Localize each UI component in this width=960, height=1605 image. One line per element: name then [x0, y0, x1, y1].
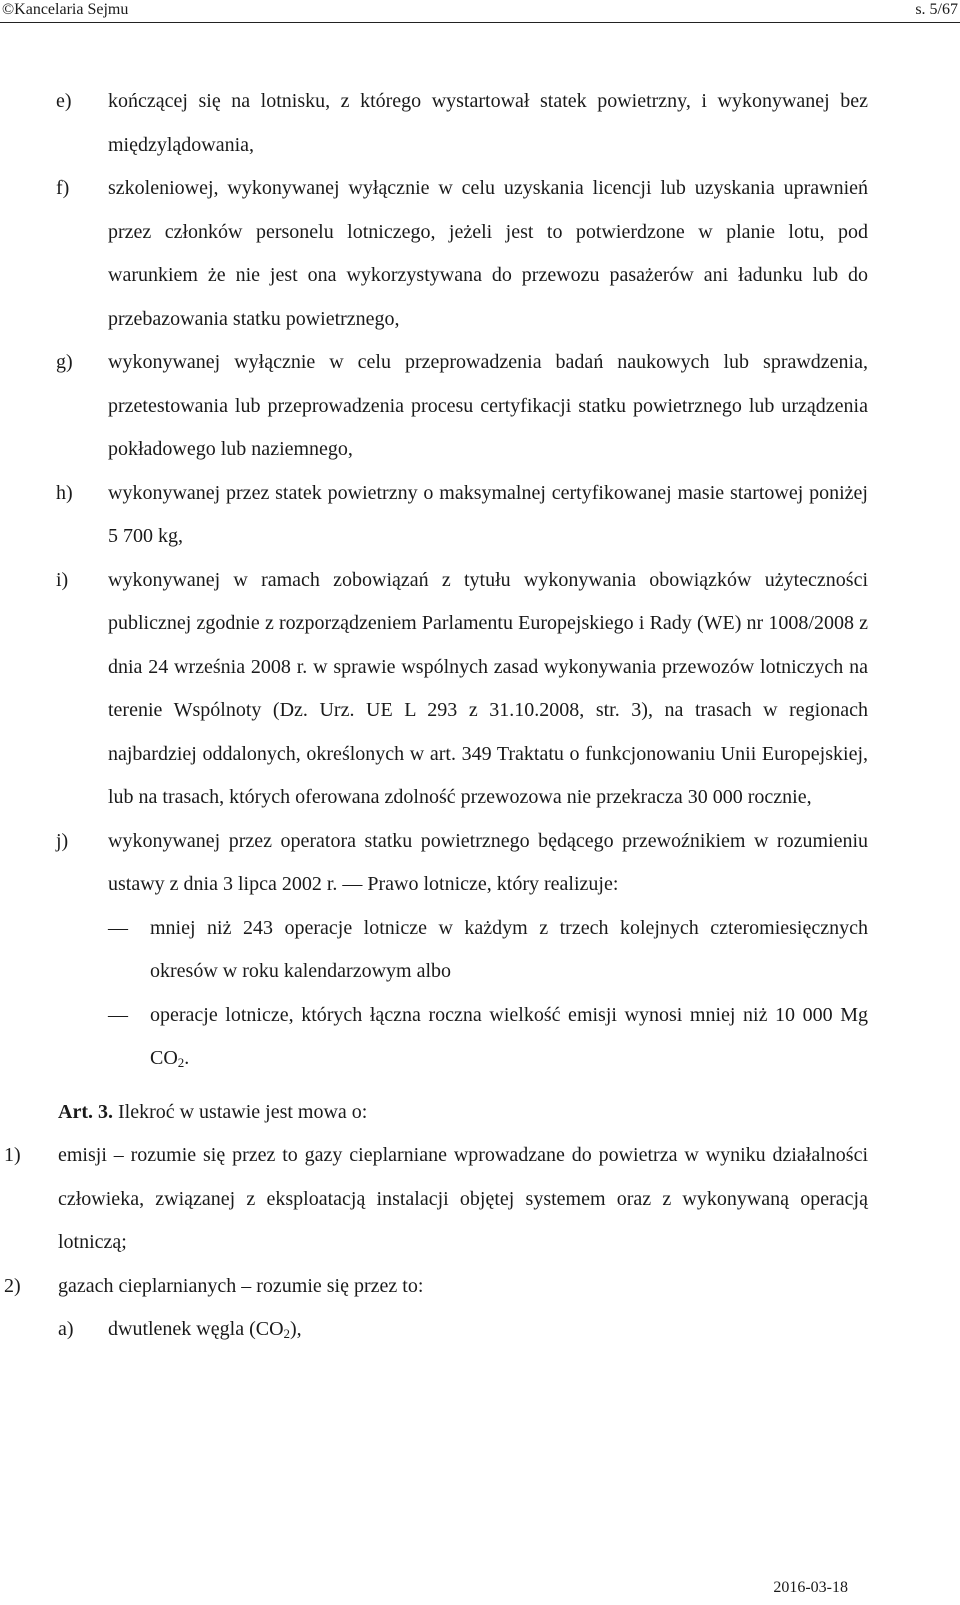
dash-label: — [108, 916, 128, 939]
list-item-h [0, 472, 960, 559]
page-date: 2016-03-18 [773, 1579, 848, 1596]
list-item-i [0, 559, 960, 820]
item-text: wykonywanej wyłącznie w celu przeprowadzenia badań naukowych lub sprawdzenia, przetestowania lub przeprowadzenia procesu certyfikacji statku powietrznego lub urządzenia pokładowego lub naziemnego, [108, 351, 868, 460]
list-item-f [0, 167, 960, 341]
article-intro: Ilekroć w ustawie jest mowa o: [112, 1100, 368, 1123]
sub-item-a [0, 1308, 960, 1352]
item-text: gazach cieplarnianych – rozumie się przez to: [58, 1274, 424, 1297]
item-label: f) [56, 177, 70, 199]
page-header [0, 0, 960, 20]
item-text: kończącej się na lotnisku, z którego wystartował statek powietrzny, i wykonywanej bez międzylądowania, [108, 90, 868, 156]
item-label: a) [58, 1318, 74, 1340]
dash-text: mniej niż 243 operacje lotnicze w każdym z trzech kolejnych czteromiesięcznych okresów w roku kalendarzowym albo [150, 916, 868, 982]
item-text-end: ), [290, 1318, 302, 1340]
dash-text-end: . [184, 1047, 190, 1069]
article-heading [0, 1091, 960, 1135]
list-item-j [0, 820, 960, 907]
numbered-item-1 [0, 1134, 960, 1265]
item-text: wykonywanej przez statek powietrzny o maksymalnej certyfikowanej masie startowej poniżej 5 700 kg, [108, 481, 868, 547]
item-text: szkoleniowej, wykonywanej wyłącznie w celu uzyskania licencji lub uzyskania uprawnień przez członków personelu lotniczego, jeżeli jest to potwierdzone w planie lotu, pod warunkiem że nie jest ona wykorzystywana do przewozu pasażerów ani ładunku lub do przebazowania statku powietrznego, [108, 177, 868, 330]
numbered-item-2 [0, 1265, 960, 1309]
dash-item [0, 994, 960, 1081]
list-item-e [0, 80, 960, 167]
dash-text: operacje lotnicze, których łączna roczna wielkość emisji wynosi mniej niż 10 000 Mg CO [150, 1003, 868, 1069]
item-text: wykonywanej przez operatora statku powietrznego będącego przewoźnikiem w rozumieniu ustawy z dnia 3 lipca 2002 r. — Prawo lotnicze, który realizuje: [108, 829, 868, 895]
item-label: e) [56, 90, 72, 112]
dash-item [0, 907, 960, 994]
item-label: 1) [4, 1144, 21, 1166]
list-item-g [0, 341, 960, 472]
page-number: s. 5/67 [915, 1, 958, 18]
subscript: 2 [177, 1055, 185, 1070]
item-text: emisji – rozumie się przez to gazy cieplarniane wprowadzane do powietrza w wyniku działalności człowieka, związanej z eksploatacją instalacji objętej systemem oraz z wykonywaną operacją lotniczą; [58, 1144, 868, 1253]
item-label: g) [56, 351, 73, 373]
item-label: i) [56, 568, 69, 591]
item-label: 2) [4, 1274, 21, 1297]
item-label: h) [56, 481, 73, 504]
item-text: wykonywanej w ramach zobowiązań z tytułu wykonywania obowiązków użyteczności publicznej zgodnie z rozporządzeniem Parlamentu Europejskiego i Rady (WE) nr 1008/2008 z dnia 24 września 2008 r. w sprawie wspólnych zasad wykonywania przewozów lotniczych na terenie Wspólnoty (Dz. Urz. UE L 293 z 31.10.2008, str. 3), na trasach w regionach najbardziej oddalonych, określonych w art. 349 Traktatu o funkcjonowaniu Unii Europejskiej, lub na trasach, których oferowana zdolność przewozowa nie przekracza 30 000 rocznie, [108, 568, 868, 808]
item-text: dwutlenek węgla (CO [108, 1318, 284, 1340]
copyright-label: ©Kancelaria Sejmu [2, 1, 129, 18]
document-body [0, 80, 960, 1352]
subscript: 2 [283, 1326, 291, 1341]
item-label: j) [56, 829, 69, 852]
dash-label: — [108, 1003, 128, 1026]
header-divider [0, 22, 960, 23]
article-number: Art. 3. [58, 1100, 113, 1123]
